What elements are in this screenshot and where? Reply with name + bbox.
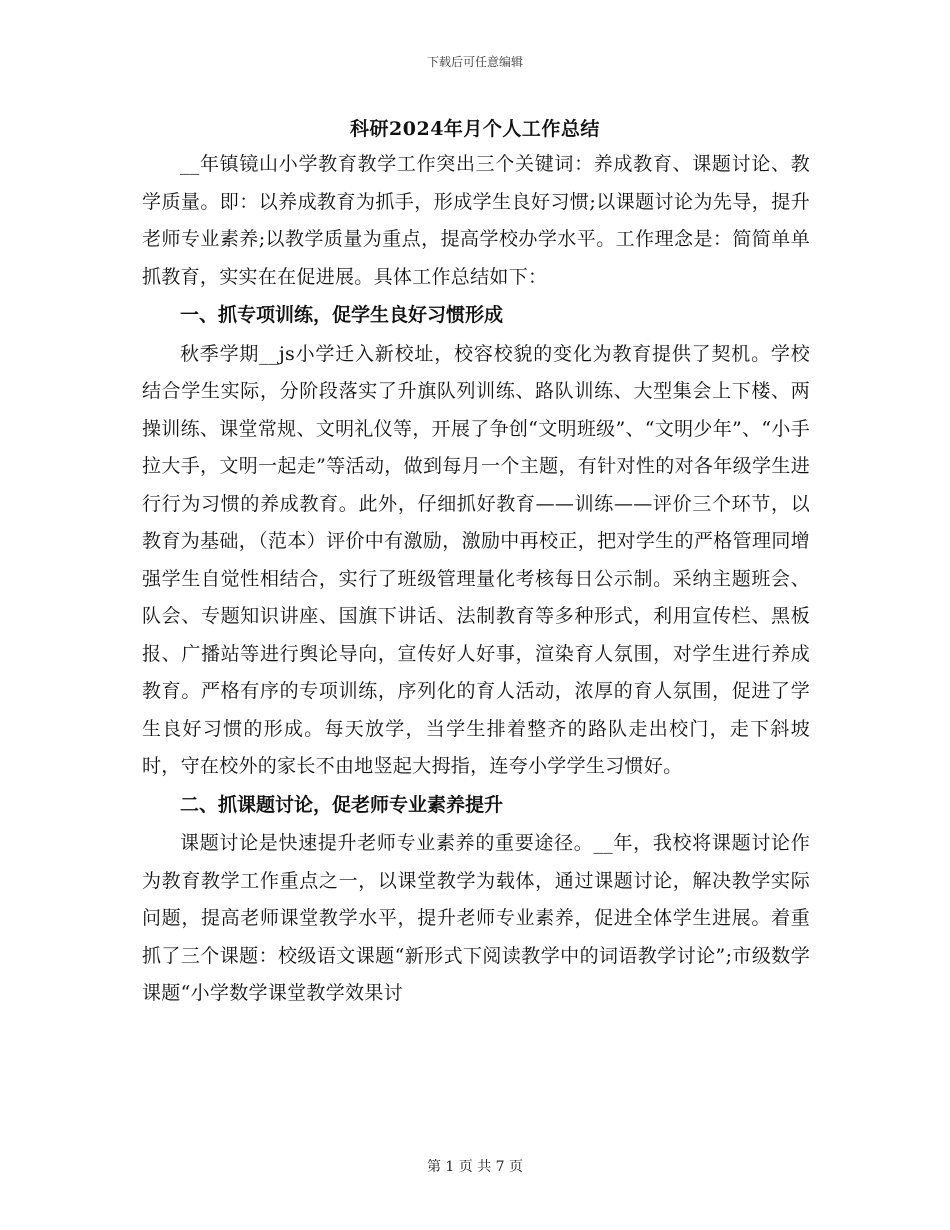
intro-paragraph: __年镇镜山小学教育教学工作突出三个关键词：养成教育、课题讨论、教学质量。即：以养成教育为抓手，形成学生良好习惯;以课题讨论为先导，提升老师专业素养;以教学质量为重点，提高学校办学水平。工作理念是：简简单单抓教育，实实在在促进展。具体工作总结如下： xyxy=(142,153,810,288)
section-2-paragraph: 课题讨论是快速提升老师专业素养的重要途径。__年，我校将课题讨论作为教育教学工作重点之一，以课堂教学为载体，通过课题讨论，解决教学实际问题，提高老师课堂教学水平，提升老师专业素养，促进全体学生进展。着重抓了三个课题：校级语文课题“新形式下阅读教学中的词语教学讨论”;市级数学课题“小学数学课堂教学效果讨 xyxy=(142,832,810,1004)
section-1-heading: 一、抓专项训练，促学生良好习惯形成 xyxy=(180,304,504,326)
section-1-paragraph: 秋季学期__js小学迁入新校址，校容校貌的变化为教育提供了契机。学校结合学生实际，分阶段落实了升旗队列训练、路队训练、大型集会上下楼、两操训练、课堂常规、文明礼仪等，开展了争创“文明班级”、“文明少年”、“小手拉大手，文明一起走”等活动，做到每月一个主题，有针对性的对各年级学生进行行为习惯的养成教育。此外，仔细抓好教育——训练——评价三个环节，以教育为基础，（范本）评价中有激励，激励中再校正，把对学生的严格管理同增强学生自觉性相结合，实行了班级管理量化考核每日公示制。采纳主题班会、队会、专题知识讲座、国旗下讲话、法制教育等多种形式，利用宣传栏、黑板报、广播站等进行舆论导向，宣传好人好事，渲染育人氛围，对学生进行养成教育。严格有序的专项训练，序列化的育人活动，浓厚的育人氛围，促进了学生良好习惯的形成。每天放学，当学生排着整齐的路队走出校门，走下斜坡时，守在校外的家长不由地竖起大拇指，连夸小学学生习惯好。 xyxy=(142,342,810,777)
page-footer: 第 1 页 共 7 页 xyxy=(426,1159,524,1175)
document-body xyxy=(142,146,810,1013)
section-2-heading: 二、抓课题讨论，促老师专业素养提升 xyxy=(180,793,504,816)
header-note: 下载后可任意编辑 xyxy=(426,55,523,69)
document-title: 科研2024年月个人工作总结 xyxy=(350,118,600,140)
